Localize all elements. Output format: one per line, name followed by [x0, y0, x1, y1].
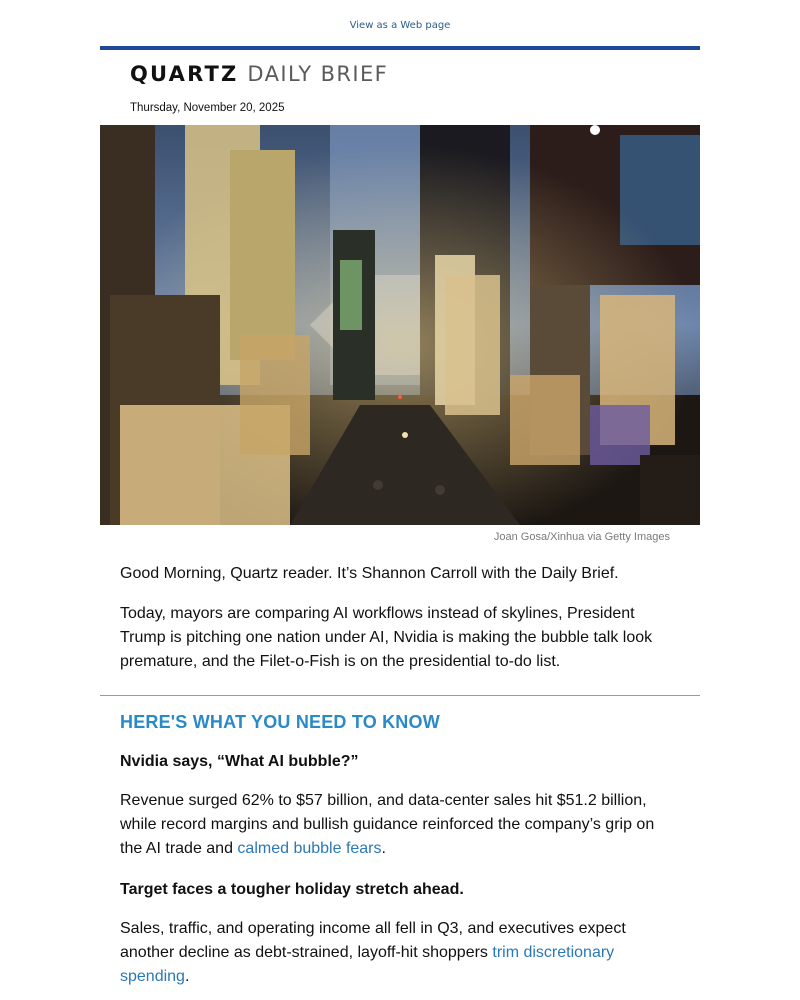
story-end: . [381, 840, 386, 857]
story-text: Sales, traffic, and operating income all fell in Q3, and executives expect another decline as debt-strained, layoff-hit shoppers [120, 920, 626, 961]
photo-caption: Joan Gosa/Xinhua via Getty Images [493, 531, 670, 543]
topbar [0, 0, 800, 50]
story-headline: Nvidia says, “What AI bubble?” [120, 753, 359, 770]
intro [100, 562, 700, 674]
hero-image[interactable] [100, 125, 700, 525]
logo-brand: QUARTZ [130, 62, 239, 86]
story-link[interactable]: trim discretionary spending [120, 944, 615, 985]
story-headline: Target faces a tougher holiday stretch ahead. [120, 881, 464, 898]
email-container [100, 46, 700, 989]
masthead [100, 50, 700, 125]
summary: Today, mayors are comparing AI workflows instead of skylines, President Trump is pitching one nation under AI, Nvidia is making the bubble talk look premature, and the Filet-o-Fish is on the presidential to-do list. [120, 605, 653, 670]
city-model-photo [100, 125, 700, 525]
story-link[interactable]: calmed bubble fears [237, 840, 382, 857]
story-text: Revenue surged 62% to $57 billion, and data-center sales hit $51.2 billion, while record margins and bullish guidance reinforced the company’s grip on the AI trade and [120, 792, 655, 857]
section-divider [100, 695, 700, 696]
story-end: . [184, 968, 190, 985]
view-web-page-link[interactable]: View as a Web page [349, 20, 451, 31]
section-title: HERE'S WHAT YOU NEED TO KNOW [120, 712, 440, 732]
logo-product: DAILY BRIEF [247, 62, 389, 86]
story-body [100, 917, 700, 989]
greeting: Good Morning, Quartz reader. It’s Shannon Carroll with the Daily Brief. [120, 565, 619, 582]
story-body [100, 789, 700, 861]
quartz-logo[interactable] [130, 62, 388, 86]
issue-date: Thursday, November 20, 2025 [130, 102, 285, 114]
